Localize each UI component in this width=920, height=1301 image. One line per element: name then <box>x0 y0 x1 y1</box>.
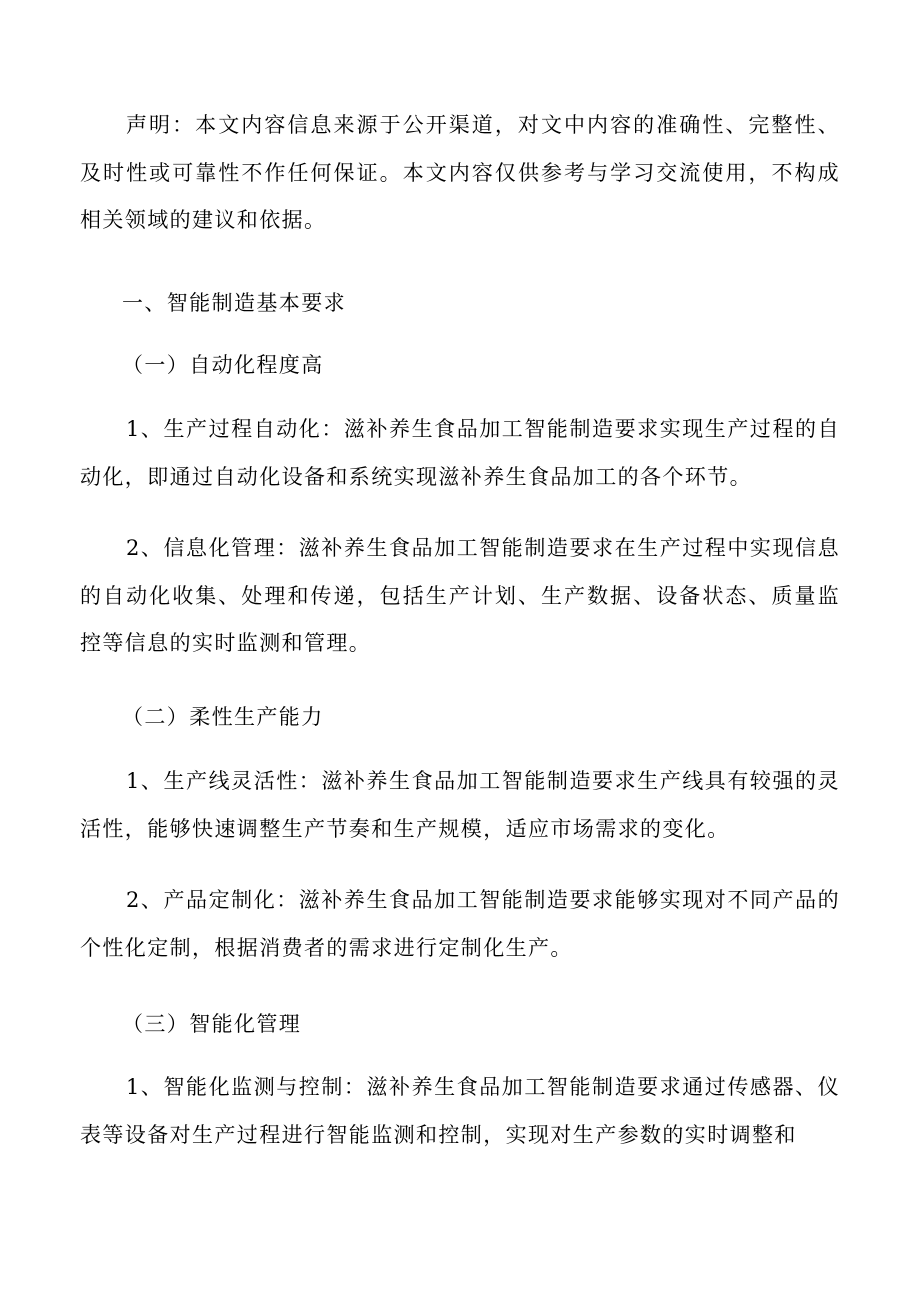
subsection-heading-automation: （一）自动化程度高 <box>122 353 324 377</box>
section-heading-basic-requirements: 一、智能制造基本要求 <box>122 291 346 315</box>
paragraph-production-automation: 1、生产过程自动化：滋补养生食品加工智能制造要求实现生产过程的自动化，即通过自动化设备和系统实现滋补养生食品加工的各个环节。 <box>80 417 840 489</box>
paragraph-intelligent-monitoring: 1、智能化监测与控制：滋补养生食品加工智能制造要求通过传感器、仪表等设备对生产过程进行智能监测和控制，实现对生产参数的实时调整和 <box>80 1075 840 1147</box>
disclaimer-paragraph: 声明：本文内容信息来源于公开渠道，对文中内容的准确性、完整性、及时性或可靠性不作任何保证。本文内容仅供参考与学习交流使用，不构成相关领域的建议和依据。 <box>80 113 840 232</box>
paragraph-line-flexibility: 1、生产线灵活性：滋补养生食品加工智能制造要求生产线具有较强的灵活性，能够快速调整生产节奏和生产规模，适应市场需求的变化。 <box>80 769 840 841</box>
subsection-heading-flexible-production: （二）柔性生产能力 <box>122 705 324 729</box>
subsection-heading-intelligent-management: （三）智能化管理 <box>122 1012 302 1036</box>
paragraph-product-customization: 2、产品定制化：滋补养生食品加工智能制造要求能够实现对不同产品的个性化定制，根据消费者的需求进行定制化生产。 <box>80 888 840 960</box>
paragraph-information-management: 2、信息化管理：滋补养生食品加工智能制造要求在生产过程中实现信息的自动化收集、处理和传递，包括生产计划、生产数据、设备状态、质量监控等信息的实时监测和管理。 <box>80 536 840 655</box>
